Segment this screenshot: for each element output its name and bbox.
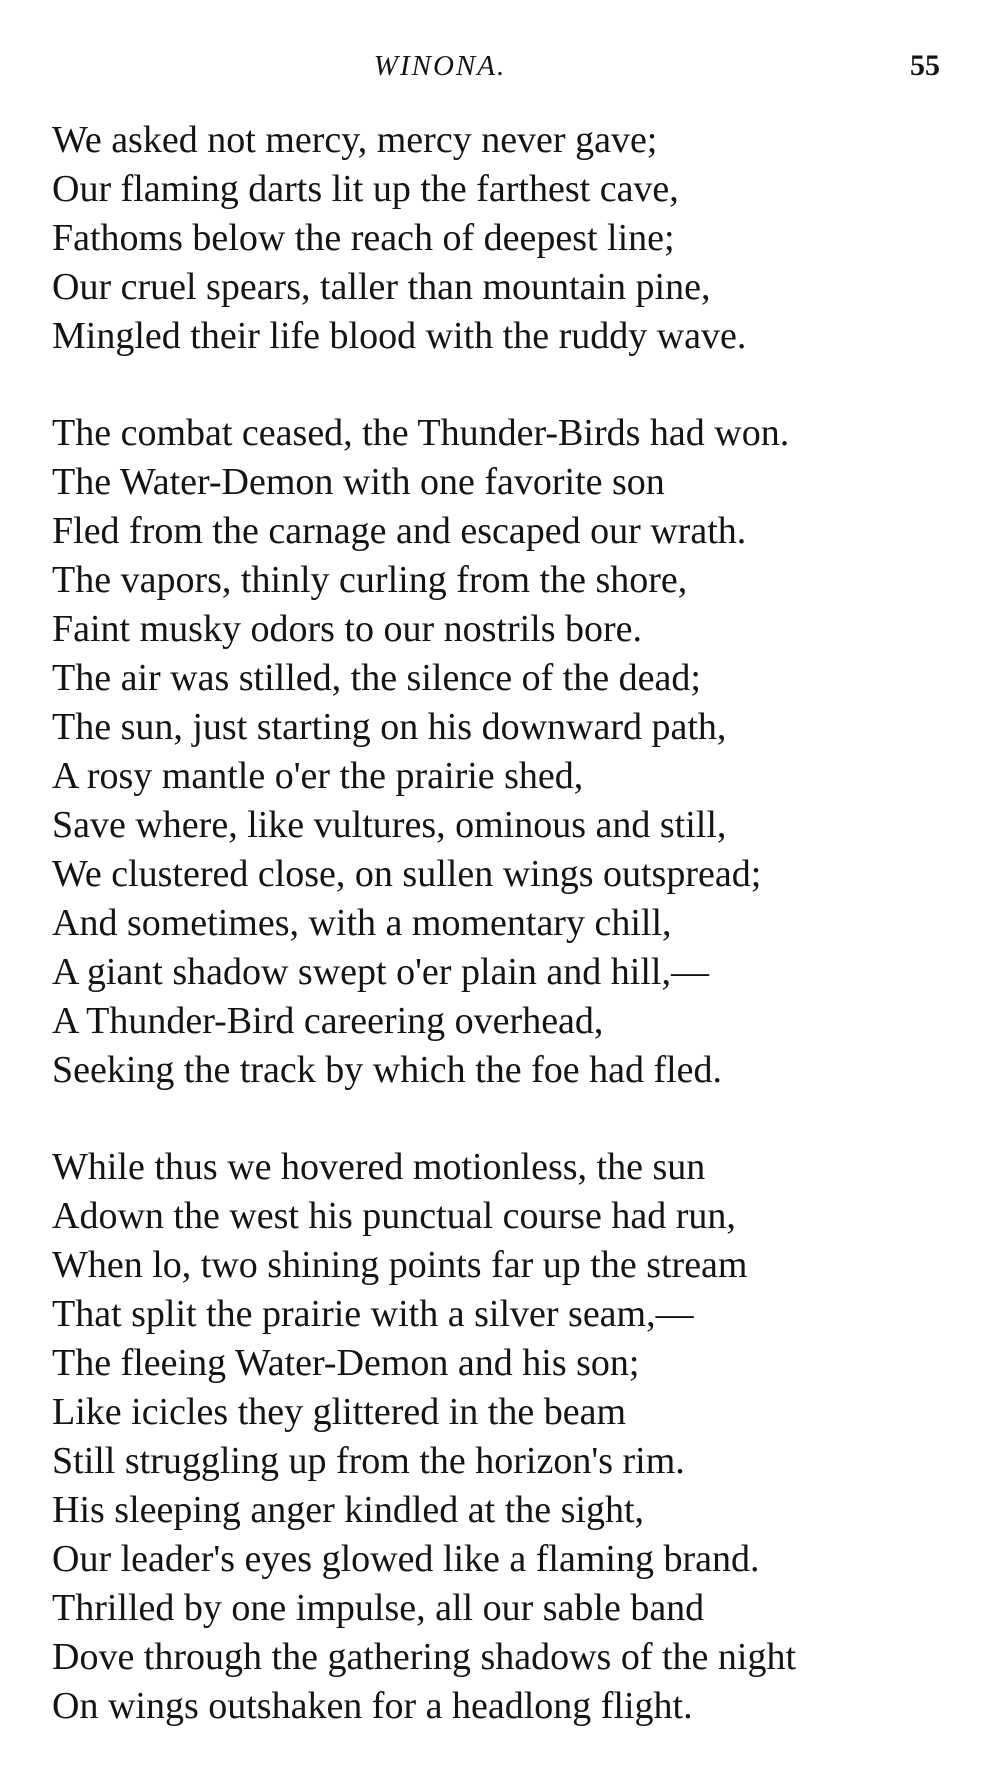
verse-line: Save where, like vultures, ominous and still,: [52, 804, 727, 846]
verse-line: Still struggling up from the horizon's rim.: [52, 1440, 685, 1482]
verse-line: Faint musky odors to our nostrils bore.: [52, 608, 643, 650]
verse-line: A giant shadow swept o'er plain and hill,—: [52, 951, 709, 993]
verse-line: Mingled their life blood with the ruddy wave.: [52, 315, 747, 357]
verse-line: His sleeping anger kindled at the sight,: [52, 1489, 645, 1531]
verse-line: Our flaming darts lit up the farthest cave,: [52, 168, 679, 210]
verse-line: Like icicles they glittered in the beam: [52, 1391, 627, 1433]
verse-line: Dove through the gathering shadows of the night: [52, 1636, 797, 1678]
verse-line: That split the prairie with a silver seam,—: [52, 1293, 694, 1335]
verse-line: The sun, just starting on his downward path,: [52, 706, 727, 748]
verse-line: The vapors, thinly curling from the shore,: [52, 559, 688, 601]
verse-line: Thrilled by one impulse, all our sable band: [52, 1587, 705, 1629]
verse-line: A rosy mantle o'er the prairie shed,: [52, 755, 584, 797]
verse-line: Seeking the track by which the foe had fled.: [52, 1049, 723, 1091]
verse-line: When lo, two shining points far up the stream: [52, 1244, 748, 1286]
running-head: [0, 46, 1000, 86]
verse-line: While thus we hovered motionless, the sun: [52, 1146, 706, 1188]
stanza-3: [52, 1143, 952, 1731]
verse-line: The combat ceased, the Thunder-Birds had won.: [52, 412, 790, 454]
verse-line: Our leader's eyes glowed like a flaming brand.: [52, 1538, 760, 1580]
verse-line: And sometimes, with a momentary chill,: [52, 902, 672, 944]
verse-line: We asked not mercy, mercy never gave;: [52, 119, 658, 161]
verse-line: The Water-Demon with one favorite son: [52, 461, 665, 503]
verse-line: A Thunder-Bird careering overhead,: [52, 1000, 604, 1042]
verse-line: We clustered close, on sullen wings outspread;: [52, 853, 762, 895]
running-title: WINONA.: [373, 50, 507, 82]
page-number: 55: [910, 49, 940, 82]
verse-line: The fleeing Water-Demon and his son;: [52, 1342, 640, 1384]
stanza-2: [52, 409, 952, 1095]
verse-line: Fled from the carnage and escaped our wrath.: [52, 510, 747, 552]
verse-line: Fathoms below the reach of deepest line;: [52, 217, 675, 259]
verse-line: Adown the west his punctual course had run,: [52, 1195, 736, 1237]
verse-line: Our cruel spears, taller than mountain pine,: [52, 266, 711, 308]
stanza-1: [52, 116, 952, 361]
verse-line: The air was stilled, the silence of the dead;: [52, 657, 701, 699]
poem: [52, 116, 952, 1779]
verse-line: On wings outshaken for a headlong flight.: [52, 1685, 693, 1727]
